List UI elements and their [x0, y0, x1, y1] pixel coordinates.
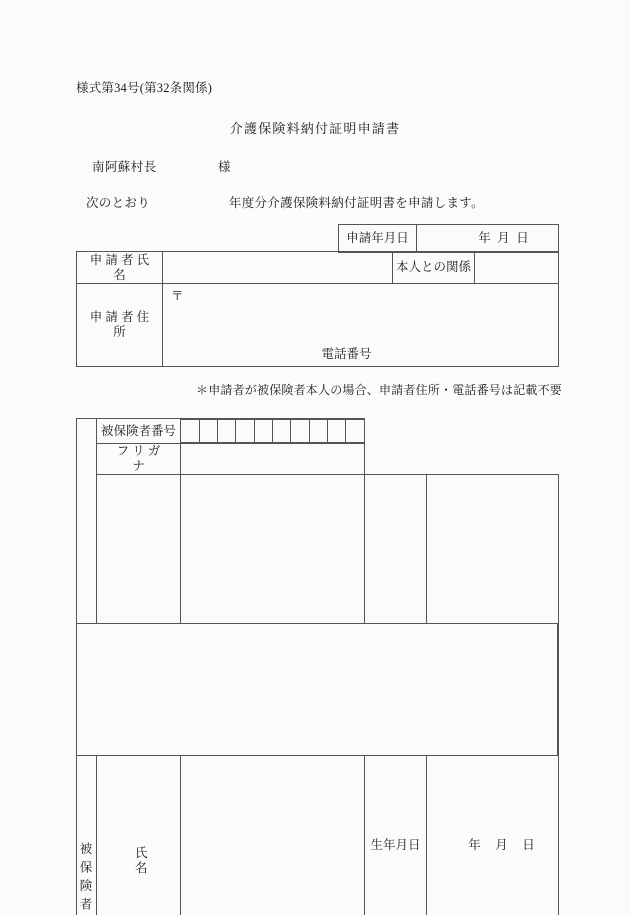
application-date-label-cell [339, 225, 417, 253]
applicant-address-value-cell[interactable] [163, 284, 559, 367]
insured-number-label: 被保険者番号 [100, 423, 176, 438]
applicant-relation-label: 本人との関係 [395, 260, 471, 274]
applicant-address-label: 申 請 者 住 所 [89, 310, 150, 339]
addressee-line [92, 157, 231, 175]
remarks-box[interactable] [76, 623, 558, 756]
insured-number-grid [181, 419, 364, 443]
insured-name-label: 氏 名 [135, 845, 198, 875]
application-date-table [338, 224, 559, 253]
applicant-relation-value-cell[interactable] [475, 252, 559, 284]
page-title: 介護保険料納付証明申請書 [229, 121, 401, 136]
postal-mark-icon: 〒 [171, 289, 184, 303]
application-date-month: 月 [497, 231, 510, 245]
birth-year: 年 [468, 837, 481, 852]
insured-number-cell[interactable] [236, 420, 254, 443]
addressee-honorific: 様 [218, 160, 231, 174]
applicant-tel-label: 電話番号 [321, 347, 372, 361]
application-date-year: 年 [478, 231, 491, 245]
applicant-name-label-cell [77, 252, 163, 284]
applicant-address-label-cell [77, 284, 163, 367]
application-date-label: 申請年月日 [346, 231, 409, 245]
applicant-table [76, 251, 559, 367]
intro-sentence [86, 193, 484, 211]
insured-number-cell[interactable] [346, 420, 364, 443]
spacer-cell [427, 419, 559, 444]
table-row [77, 419, 559, 444]
table-row [339, 225, 559, 253]
insured-number-grid-cell[interactable] [181, 419, 365, 444]
birth-day: 日 [522, 837, 535, 852]
spacer-cell [365, 419, 427, 444]
insured-number-label-cell [97, 419, 181, 444]
applicant-name-label: 申 請 者 氏 名 [89, 252, 150, 282]
application-date-day: 日 [516, 231, 529, 245]
applicant-name-value-cell[interactable] [163, 252, 393, 284]
intro-tail: 年度分介護保険料納付証明書を申請します。 [228, 196, 484, 210]
insured-number-cell[interactable] [272, 420, 290, 443]
insured-furigana-label-cell [97, 444, 181, 475]
insured-furigana-label: フ リ ガ ナ [116, 444, 161, 473]
insured-section-label: 被保険者 [78, 841, 92, 915]
insured-number-cell[interactable] [291, 420, 309, 443]
spacer-cell [365, 444, 427, 475]
applicant-note: ＊申請者が被保険者本人の場合、申請者住所・電話番号は記載不要 [196, 383, 563, 397]
insured-number-cell[interactable] [199, 420, 217, 443]
insured-number-cell[interactable] [254, 420, 272, 443]
insured-number-cell[interactable] [309, 420, 327, 443]
addressee-name: 南阿蘇村長 [92, 160, 157, 174]
form-code: 様式第34号(第32条関係) [76, 81, 213, 95]
table-row [77, 284, 559, 367]
insured-birthdate-label: 生年月日 [370, 837, 421, 852]
birth-month: 月 [495, 837, 508, 852]
insured-number-cell[interactable] [218, 420, 236, 443]
spacer-cell [427, 444, 559, 475]
application-date-value-cell[interactable] [417, 225, 559, 253]
table-row [181, 420, 364, 443]
intro-lead: 次のとおり [86, 196, 151, 210]
applicant-relation-label-cell [393, 252, 475, 284]
insured-number-cell[interactable] [327, 420, 345, 443]
insured-number-cell[interactable] [181, 420, 199, 443]
insured-furigana-value-cell[interactable] [181, 444, 365, 475]
table-row [77, 252, 559, 284]
table-row [77, 444, 559, 475]
